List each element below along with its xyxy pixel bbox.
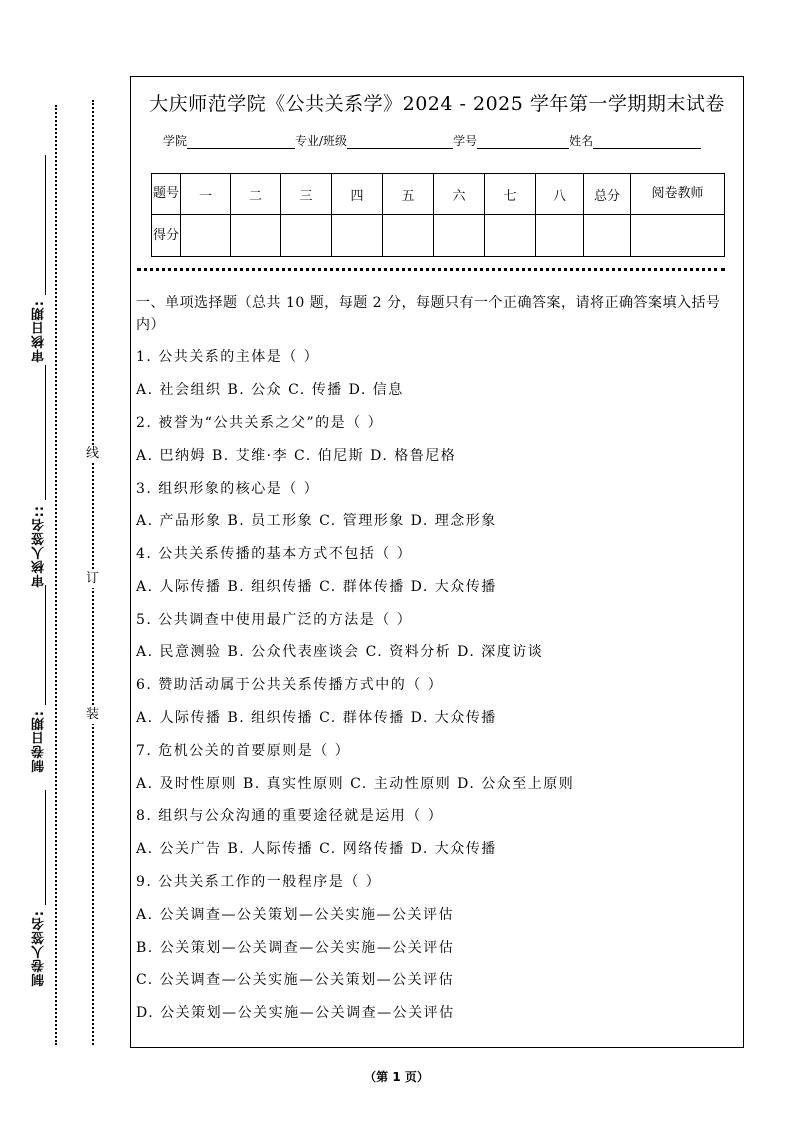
question-number-label: 题号 bbox=[152, 174, 181, 215]
col-header: 四 bbox=[332, 174, 383, 215]
question-line: 7. 危机公关的首要原则是（ ） bbox=[136, 743, 351, 759]
score-cell[interactable] bbox=[383, 215, 434, 257]
binding-char-line: 线 bbox=[86, 446, 100, 461]
question-line: 1. 公共关系的主体是（ ） bbox=[136, 349, 320, 365]
binding-sidebar bbox=[0, 0, 128, 1122]
exam-sheet bbox=[130, 76, 744, 1048]
binding-char-fold: 装 bbox=[86, 707, 100, 722]
dotted-separator bbox=[137, 268, 725, 271]
question-line: 3. 组织形象的核心是（ ） bbox=[136, 481, 320, 497]
question-line: 2. 被誉为“公共关系之父”的是（ ） bbox=[136, 415, 384, 431]
score-table bbox=[151, 173, 725, 257]
maker-sign-label: 制卷人签名: bbox=[32, 910, 47, 987]
col-header-grader: 阅卷教师 bbox=[631, 174, 725, 215]
score-cell[interactable] bbox=[485, 215, 536, 257]
option-line: A. 民意测验 B. 公众代表座谈会 C. 资料分析 D. 深度访谈 bbox=[136, 644, 544, 660]
col-header: 五 bbox=[383, 174, 434, 215]
col-header: 三 bbox=[281, 174, 332, 215]
college-field[interactable] bbox=[187, 134, 295, 149]
reviewer-sign-line bbox=[45, 365, 46, 500]
student-info-row bbox=[163, 132, 701, 149]
binding-char-staple: 订 bbox=[86, 571, 100, 586]
section-heading: 一、单项选择题（总共 10 题，每题 2 分，每题只有一个正确答案，请将正确答案填入括号内） bbox=[136, 295, 721, 333]
score-table-score-row bbox=[152, 215, 725, 257]
score-cell[interactable] bbox=[434, 215, 485, 257]
col-header: 一 bbox=[181, 174, 231, 215]
review-date-line bbox=[45, 155, 46, 295]
option-line: A. 人际传播 B. 组织传播 C. 群体传播 D. 大众传播 bbox=[136, 710, 497, 726]
review-date-label: 审核日期: bbox=[32, 300, 47, 363]
score-table-header-row bbox=[152, 174, 725, 215]
score-cell[interactable] bbox=[181, 215, 231, 257]
student-id-field[interactable] bbox=[477, 134, 569, 149]
option-line: A. 人际传播 B. 组织传播 C. 群体传播 D. 大众传播 bbox=[136, 579, 497, 595]
score-cell[interactable] bbox=[231, 215, 281, 257]
col-header-total: 总分 bbox=[584, 174, 631, 215]
score-cell[interactable] bbox=[281, 215, 332, 257]
exam-title: 大庆师范学院《公共关系学》2024 - 2025 学年第一学期期末试卷 bbox=[149, 93, 725, 115]
name-label: 姓名 bbox=[569, 134, 594, 148]
option-line: A. 产品形象 B. 员工形象 C. 管理形象 D. 理念形象 bbox=[136, 513, 497, 529]
score-cell-total[interactable] bbox=[584, 215, 631, 257]
name-field[interactable] bbox=[593, 134, 701, 149]
question-line: 4. 公共关系传播的基本方式不包括（ ） bbox=[136, 546, 413, 562]
option-line: A. 巴纳姆 B. 艾维·李 C. 伯尼斯 D. 格鲁尼格 bbox=[136, 448, 457, 464]
student-id-label: 学号 bbox=[453, 134, 478, 148]
option-line: A. 公关调查—公关策划—公关实施—公关评估 bbox=[136, 907, 455, 923]
option-line: A. 社会组织 B. 公众 C. 传播 D. 信息 bbox=[136, 382, 404, 398]
maker-sign-line bbox=[45, 790, 46, 905]
option-line: A. 及时性原则 B. 真实性原则 C. 主动性原则 D. 公众至上原则 bbox=[136, 776, 575, 792]
option-line: A. 公关广告 B. 人际传播 C. 网络传播 D. 大众传播 bbox=[136, 841, 497, 857]
score-cell[interactable] bbox=[332, 215, 383, 257]
make-date-label: 制卷日期: bbox=[32, 710, 47, 773]
col-header: 七 bbox=[485, 174, 536, 215]
question-content bbox=[136, 292, 736, 1021]
make-date-line bbox=[45, 585, 46, 705]
college-label: 学院 bbox=[163, 134, 188, 148]
option-line: B. 公关策划—公关调查—公关实施—公关评估 bbox=[136, 940, 455, 956]
question-line: 9. 公共关系工作的一般程序是（ ） bbox=[136, 874, 382, 890]
reviewer-sign-label: 审核人签名:: bbox=[32, 505, 47, 588]
score-label: 得分 bbox=[152, 215, 181, 257]
col-header: 六 bbox=[434, 174, 485, 215]
dotted-line-outer bbox=[55, 105, 57, 1045]
option-line: D. 公关策划—公关实施—公关调查—公关评估 bbox=[136, 1005, 455, 1021]
page-number: （第 1 页） bbox=[364, 1070, 429, 1084]
major-class-label: 专业/班级 bbox=[295, 134, 348, 148]
col-header: 二 bbox=[231, 174, 281, 215]
option-line: C. 公关调查—公关实施—公关策划—公关评估 bbox=[136, 972, 455, 988]
question-line: 6. 赞助活动属于公共关系传播方式中的（ ） bbox=[136, 677, 444, 693]
question-line: 8. 组织与公众沟通的重要途径就是运用（ ） bbox=[136, 808, 444, 824]
question-line: 5. 公共调查中使用最广泛的方法是（ ） bbox=[136, 612, 413, 628]
major-class-field[interactable] bbox=[347, 134, 453, 149]
col-header: 八 bbox=[536, 174, 584, 215]
score-cell[interactable] bbox=[536, 215, 584, 257]
score-cell-grader[interactable] bbox=[631, 215, 725, 257]
